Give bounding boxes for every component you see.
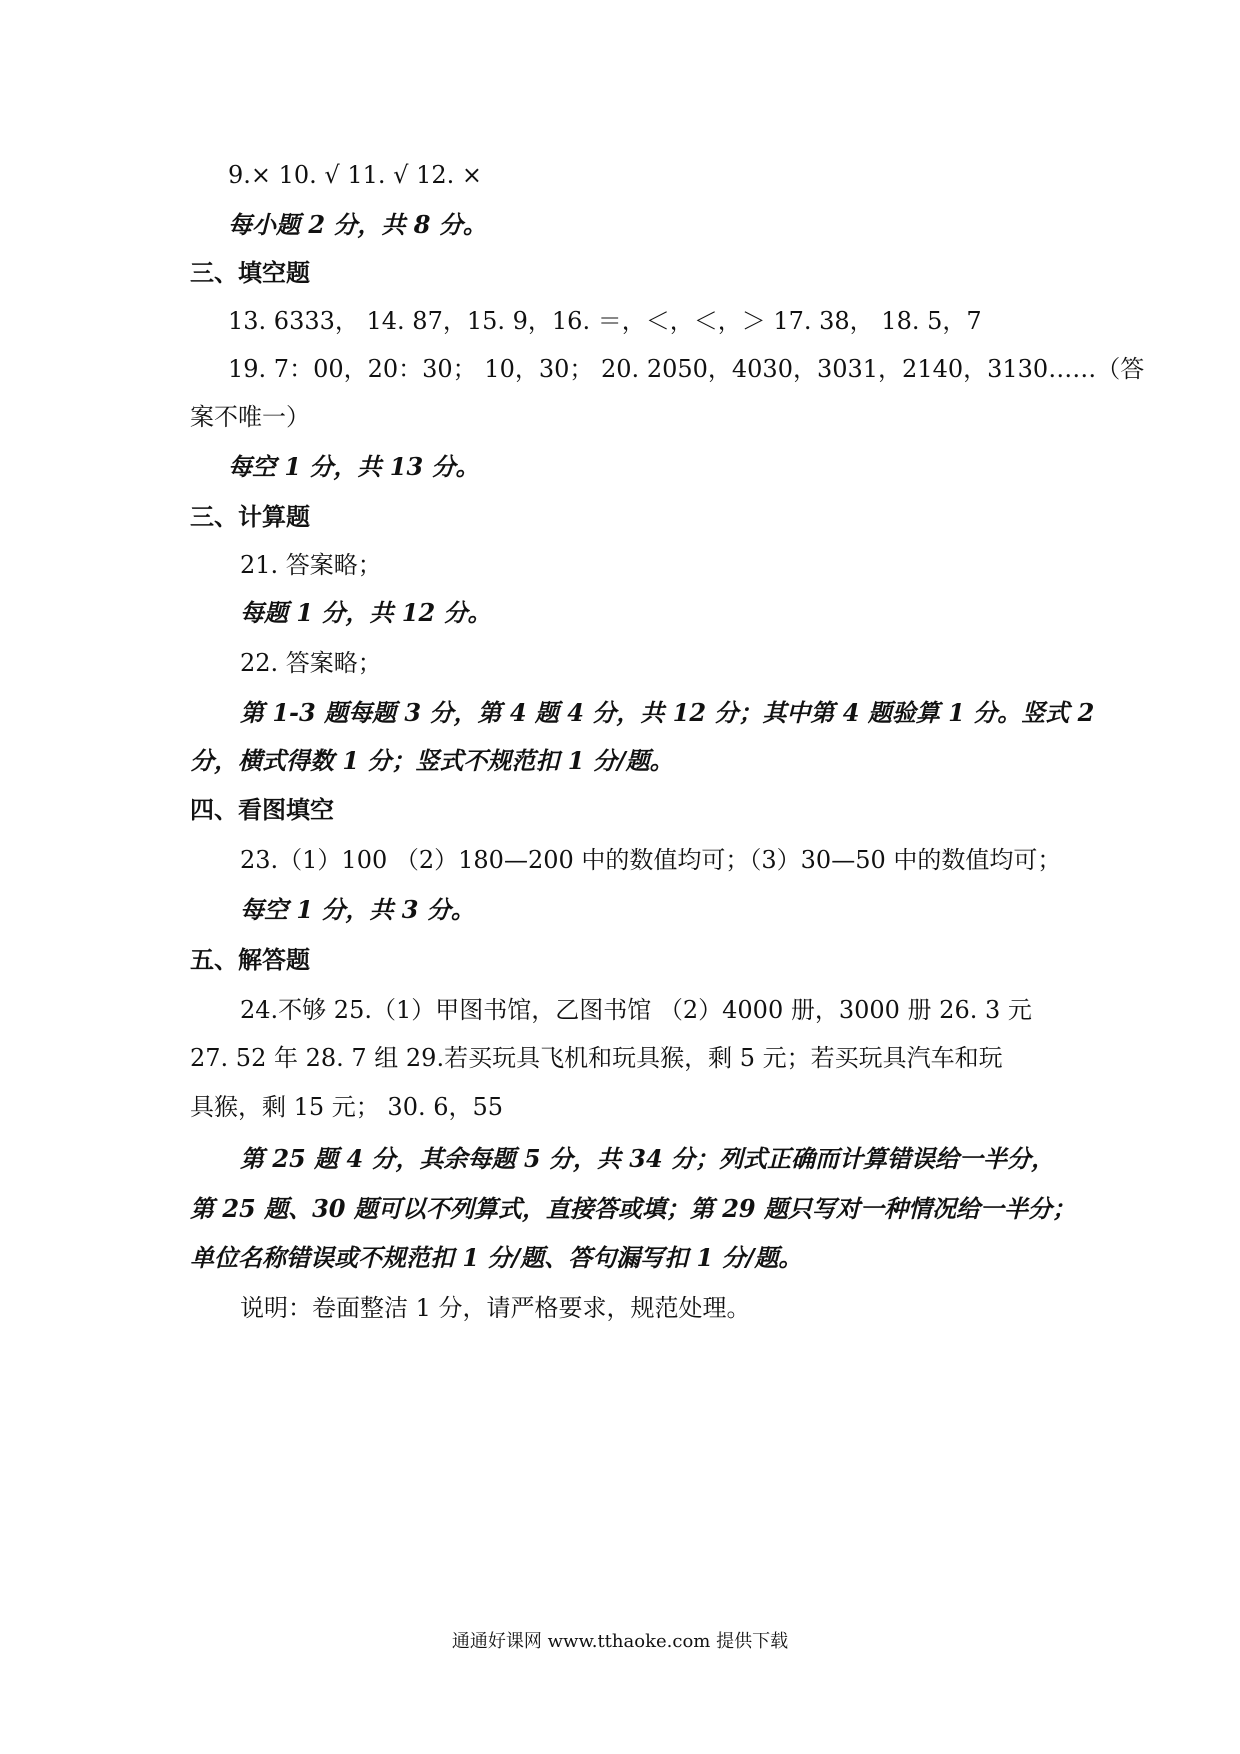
solve-score-2: 第 25 题、30 题可以不列算式，直接答或填；第 29 题只写对一种情况给一半分； (190, 1194, 1076, 1223)
fill-answers-2: 19. 7：00，20：30； 10，30； 20. 2050，4030，3031，2140，3130……（答 (228, 355, 1145, 383)
fill-answers-3: 案不唯一） (190, 403, 310, 431)
footer-source: 通通好课网 www.tthaoke.com 提供下载 (451, 1631, 789, 1652)
judge-answers: 9.× 10. √ 11. √ 12. × (228, 161, 482, 189)
chart-score: 每空 1 分，共 3 分。 (240, 895, 475, 924)
solve-answers-1: 24.不够 25.（1）甲图书馆，乙图书馆 （2）4000 册，3000 册 26. 3 元 (240, 996, 1032, 1024)
solve-answers-3: 具猴，剩 15 元； 30. 6，55 (190, 1093, 504, 1121)
note: 说明：卷面整洁 1 分，请严格要求，规范处理。 (240, 1294, 751, 1322)
calc-22-score-1: 第 1-3 题每题 3 分，第 4 题 4 分，共 12 分；其中第 4 题验算 1 分。竖式 2 (240, 698, 1095, 727)
solve-answers-2: 27. 52 年 28. 7 组 29.若买玩具飞机和玩具猴，剩 5 元；若买玩具汽车和玩 (190, 1044, 1003, 1072)
fill-score: 每空 1 分，共 13 分。 (228, 452, 480, 481)
fill-answers-1: 13. 6333， 14. 87，15. 9，16. ＝，＜，＜，＞ 17. 38， 18. 5，7 (228, 307, 982, 335)
calc-21-answer: 21. 答案略； (240, 551, 382, 579)
section-heading-solve: 五、解答题 (190, 946, 310, 974)
section-heading-fill: 三、填空题 (190, 259, 310, 287)
section-heading-chart: 四、看图填空 (190, 796, 334, 824)
section-heading-calc: 三、计算题 (190, 503, 310, 531)
solve-score-1: 第 25 题 4 分，其余每题 5 分，共 34 分；列式正确而计算错误给一半分， (240, 1144, 1056, 1173)
chart-23-answer: 23.（1）100 （2）180—200 中的数值均可；（3）30—50 中的数值均可； (240, 846, 1062, 874)
calc-22-score-2: 分，横式得数 1 分；竖式不规范扣 1 分/题。 (190, 746, 674, 775)
calc-21-score: 每题 1 分，共 12 分。 (240, 598, 492, 627)
calc-22-answer: 22. 答案略； (240, 649, 382, 677)
solve-score-3: 单位名称错误或不规范扣 1 分/题、答句漏写扣 1 分/题。 (190, 1243, 803, 1272)
judge-score: 每小题 2 分，共 8 分。 (228, 210, 487, 239)
